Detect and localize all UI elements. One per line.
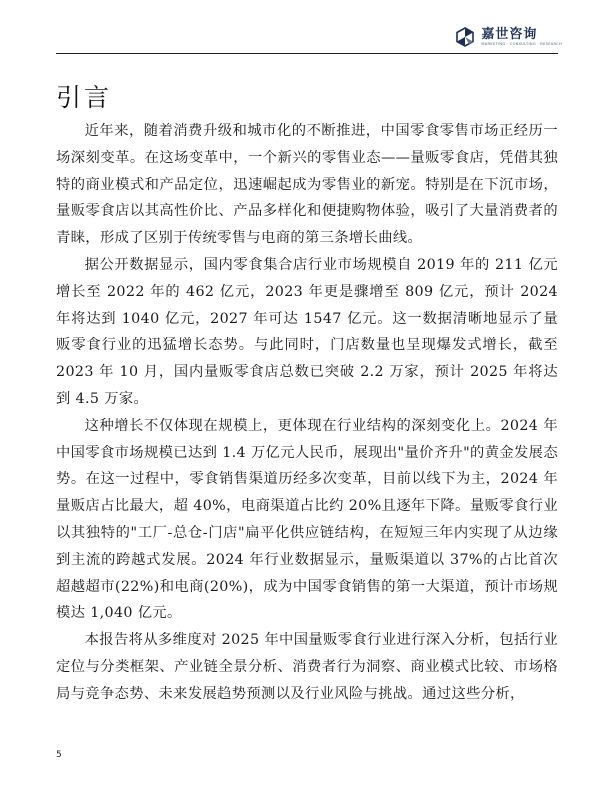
logo-name: 嘉世咨询 [481, 26, 538, 42]
header-divider [56, 53, 558, 54]
logo-tagline: MARKETING · CONSULTING · RESEARCH [481, 41, 562, 46]
page-title: 引言 [56, 83, 113, 112]
header-logo [455, 27, 562, 47]
logo-text [481, 28, 562, 47]
body-text [56, 118, 558, 708]
page-number: 5 [56, 750, 62, 760]
paragraph-report-scope: 本报告将从多维度对 2025 年中国量贩零食行业进行深入分析，包括行业定位与分类框架、产业链全景分析、消费者行为洞察、商业模式比较、市场格局与竞争态势、未来发展趋势预测以及行业风险与挑战。通过这些分析， [56, 632, 558, 702]
paragraph-industry-structure: 这种增长不仅体现在规模上，更体现在行业结构的深刻变化上。2024 年中国零食市场规模已达到 1.4 万亿元人民币，展现出"量价齐升"的黄金发展态势。在这一过程中，零食销售渠道历经多次变革，目前以线下为主，2024 年量贩店占比最大，超 40%，电商渠道占比约 20%且逐年下降。量贩零食行业以其独特的"工厂-总仓-门店"扁平化供应链结构，在短短三年内实现了从边缘到主流的跨越式发展。2024 年行业数据显示，量贩渠道以 37%的占比首次超越超市(22%)和电商(20%)，成为中国零食销售的第一大渠道，预计市场规模达 1,040 亿元。 [56, 417, 558, 622]
paragraph-market-size: 据公开数据显示，国内零食集合店行业市场规模自 2019 年的 211 亿元增长至 2022 年的 462 亿元，2023 年更是骤增至 809 亿元，预计 2024 年将达到 1040 亿元，2027 年可达 1547 亿元。这一数据清晰地显示了量贩零食行业的迅猛增长态势。与此同时，门店数量也呈现爆发式增长，截至 2023 年 10 月，国内量贩零食店总数已突破 2.2 万家，预计 2025 年将达到 4.5 万家。 [56, 256, 558, 407]
logo-mark-icon [455, 27, 475, 47]
paragraph-intro: 近年来，随着消费升级和城市化的不断推进，中国零食零售市场正经历一场深刻变革。在这场变革中，一个新兴的零售业态——量贩零食店，凭借其独特的商业模式和产品定位，迅速崛起成为零售业的新宠。特别是在下沉市场，量贩零食店以其高性价比、产品多样化和便捷购物体验，吸引了大量消费者的青睐，形成了区别于传统零售与电商的第三条增长曲线。 [56, 123, 558, 247]
